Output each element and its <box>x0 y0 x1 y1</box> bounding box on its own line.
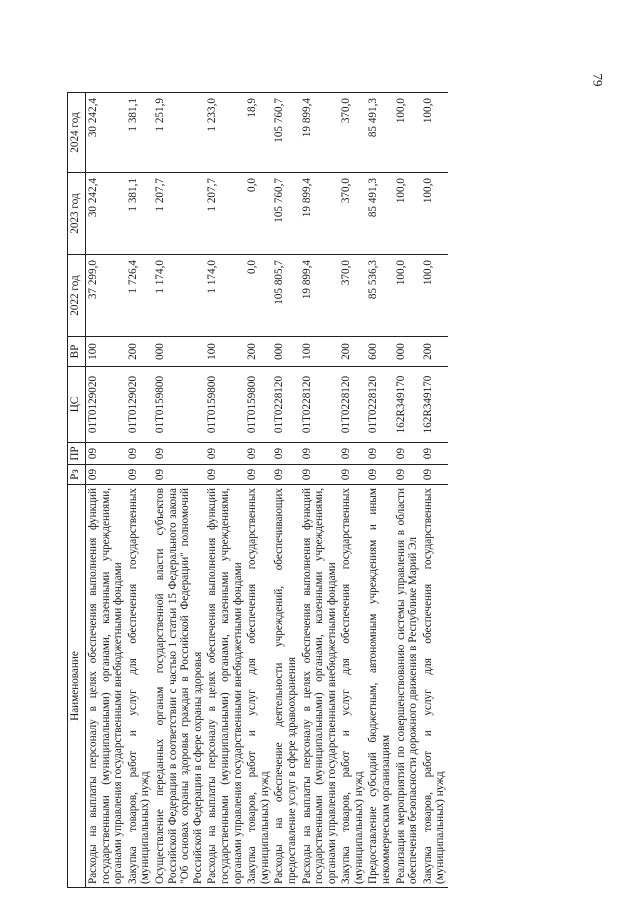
row-rz: 09 <box>394 465 421 485</box>
row-cs: 01Т0129020 <box>86 367 126 443</box>
row-2022: 1 174,0 <box>205 255 245 337</box>
table-row <box>126 93 153 888</box>
row-cs: 01Т0129020 <box>126 367 153 443</box>
row-cs: 01Т0228120 <box>272 367 299 443</box>
row-2022: 0,0 <box>245 255 272 337</box>
row-rz: 09 <box>366 465 393 485</box>
row-cs: 162R349170 <box>394 367 421 443</box>
table-header-row <box>68 93 86 888</box>
row-2024: 105 760,7 <box>272 93 299 173</box>
row-2022: 100,0 <box>394 255 421 337</box>
row-2022: 85 536,3 <box>366 255 393 337</box>
table-row <box>394 93 421 888</box>
header-2022: 2022 год <box>68 255 86 337</box>
row-name: Расходы на выплаты персоналу в целях обеспечения выполнения функций государственными (муниципальными) органами, казенными учреждениями, органами управления государственными внебюджетными фондами <box>300 485 340 888</box>
row-2022: 37 299,0 <box>86 255 126 337</box>
row-vr: 200 <box>339 337 366 367</box>
row-2023: 100,0 <box>394 173 421 255</box>
row-rz: 09 <box>86 465 126 485</box>
row-pr: 09 <box>272 443 299 465</box>
row-2023: 0,0 <box>245 173 272 255</box>
row-2023: 1 207,7 <box>153 173 205 255</box>
table-row <box>339 93 366 888</box>
row-vr: 100 <box>86 337 126 367</box>
row-2024: 85 491,3 <box>366 93 393 173</box>
row-vr: 000 <box>153 337 205 367</box>
row-2024: 100,0 <box>394 93 421 173</box>
row-cs: 01Т0159800 <box>245 367 272 443</box>
row-2024: 30 242,4 <box>86 93 126 173</box>
row-name: Расходы на выплаты персоналу в целях обеспечения выполнения функций государственными (муниципальными) органами, казенными учреждениями, органами управления государственными внебюджетными фондами <box>86 485 126 888</box>
row-2022: 105 805,7 <box>272 255 299 337</box>
header-cs: ЦС <box>68 367 86 443</box>
row-2022: 1 174,0 <box>153 255 205 337</box>
row-name: Расходы на обеспечение деятельности учреждений, обеспечивающих предоставление услуг в сфере здравоохранения <box>272 485 299 888</box>
row-2023: 105 760,7 <box>272 173 299 255</box>
table-body <box>86 93 449 888</box>
row-pr: 09 <box>300 443 340 465</box>
row-2023: 1 381,1 <box>126 173 153 255</box>
row-pr: 09 <box>245 443 272 465</box>
row-vr: 000 <box>272 337 299 367</box>
row-pr: 09 <box>366 443 393 465</box>
row-vr: 600 <box>366 337 393 367</box>
row-rz: 09 <box>245 465 272 485</box>
row-2023: 100,0 <box>421 173 448 255</box>
row-2023: 30 242,4 <box>86 173 126 255</box>
row-pr: 09 <box>339 443 366 465</box>
row-name: Закупка товаров, работ и услуг для обеспечения государственных (муниципальных) нужд <box>245 485 272 888</box>
row-2024: 1 251,9 <box>153 93 205 173</box>
row-rz: 09 <box>339 465 366 485</box>
table-row <box>300 93 340 888</box>
row-pr: 09 <box>126 443 153 465</box>
row-2022: 100,0 <box>421 255 448 337</box>
row-rz: 09 <box>300 465 340 485</box>
rotated-table-container <box>67 93 607 888</box>
row-2022: 370,0 <box>339 255 366 337</box>
row-cs: 01Т0228120 <box>300 367 340 443</box>
row-cs: 162R349170 <box>421 367 448 443</box>
row-name: Закупка товаров, работ и услуг для обеспечения государственных (муниципальных) нужд <box>421 485 448 888</box>
row-cs: 01Т0228120 <box>339 367 366 443</box>
row-2024: 18,9 <box>245 93 272 173</box>
row-pr: 09 <box>153 443 205 465</box>
row-2024: 19 899,4 <box>300 93 340 173</box>
row-rz: 09 <box>126 465 153 485</box>
row-rz: 09 <box>272 465 299 485</box>
row-pr: 09 <box>421 443 448 465</box>
row-2024: 370,0 <box>339 93 366 173</box>
row-pr: 09 <box>394 443 421 465</box>
table-row <box>86 93 126 888</box>
row-vr: 200 <box>421 337 448 367</box>
row-cs: 01Т0159800 <box>205 367 245 443</box>
row-2023: 1 207,7 <box>205 173 245 255</box>
header-vr: ВР <box>68 337 86 367</box>
row-pr: 09 <box>205 443 245 465</box>
row-rz: 09 <box>421 465 448 485</box>
table-row <box>366 93 393 888</box>
header-2023: 2023 год <box>68 173 86 255</box>
header-2024: 2024 год <box>68 93 86 173</box>
row-name: Расходы на выплаты персоналу в целях обеспечения выполнения функций государственными (муниципальными) органами, казенными учреждениями, органами управления государственными внебюджетными фондами <box>205 485 245 888</box>
row-2023: 370,0 <box>339 173 366 255</box>
table-row <box>245 93 272 888</box>
row-name: Осуществление переданных органам государственной власти субъектов Российской Федерации в соответствии с частью 1 статьи 15 Федерального закона "Об основах охраны здоровья граждан в Российской Федерации" полномочий Российской Федерации в сфере охраны здоровья <box>153 485 205 888</box>
row-2024: 1 381,1 <box>126 93 153 173</box>
row-2024: 100,0 <box>421 93 448 173</box>
header-rz: Рз <box>68 465 86 485</box>
row-name: Предоставление субсидий бюджетным, автономным учреждениям и иным некоммерческим организациям <box>366 485 393 888</box>
row-vr: 200 <box>245 337 272 367</box>
row-name: Закупка товаров, работ и услуг для обеспечения государственных (муниципальных) нужд <box>339 485 366 888</box>
header-pr: ПР <box>68 443 86 465</box>
row-vr: 000 <box>394 337 421 367</box>
header-name: Наименование <box>68 485 86 888</box>
row-rz: 09 <box>153 465 205 485</box>
row-2022: 19 899,4 <box>300 255 340 337</box>
page-number: 79 <box>590 73 606 87</box>
row-2022: 1 726,4 <box>126 255 153 337</box>
table-row <box>421 93 448 888</box>
row-vr: 100 <box>300 337 340 367</box>
row-name: Закупка товаров, работ и услуг для обеспечения государственных (муниципальных) нужд <box>126 485 153 888</box>
table-row <box>153 93 205 888</box>
table-row <box>205 93 245 888</box>
row-pr: 09 <box>86 443 126 465</box>
row-cs: 01Т0159800 <box>153 367 205 443</box>
table-row <box>272 93 299 888</box>
row-vr: 100 <box>205 337 245 367</box>
row-2024: 1 233,0 <box>205 93 245 173</box>
row-2023: 85 491,3 <box>366 173 393 255</box>
row-name: Реализация мероприятий по совершенствованию системы управления в области обеспечения безопасности дорожного движения в Республике Марий Эл <box>394 485 421 888</box>
row-rz: 09 <box>205 465 245 485</box>
row-cs: 01Т0228120 <box>366 367 393 443</box>
row-2023: 19 899,4 <box>300 173 340 255</box>
budget-table <box>67 92 448 888</box>
row-vr: 200 <box>126 337 153 367</box>
